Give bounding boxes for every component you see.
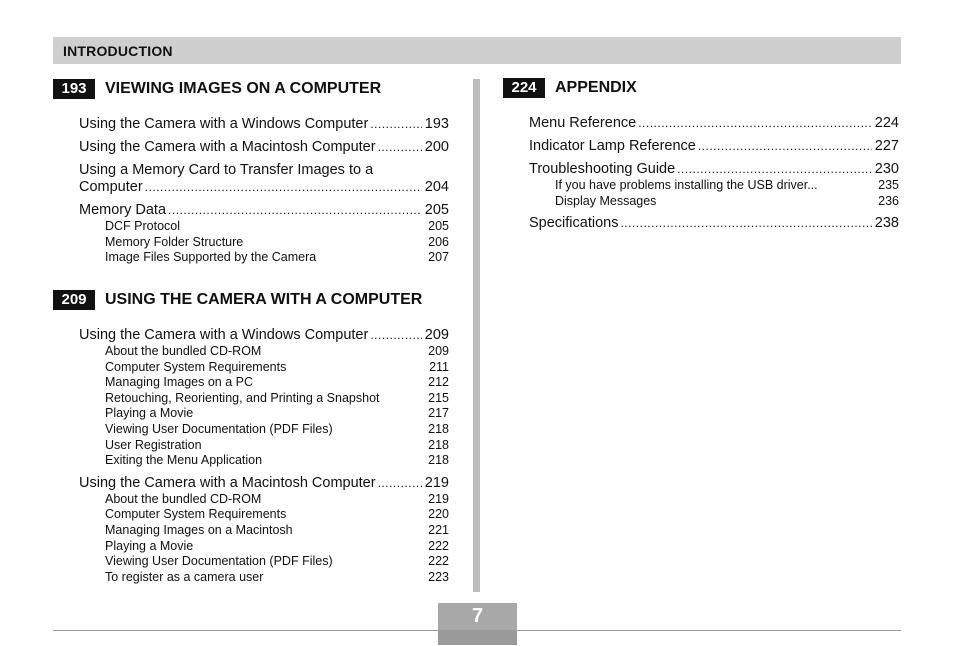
leader-dots bbox=[698, 138, 872, 155]
leader-dots bbox=[370, 327, 421, 344]
toc-subentry[interactable]: Image Files Supported by the Camera 207 bbox=[105, 250, 449, 265]
toc-entry[interactable]: Menu Reference ..... 224 bbox=[529, 115, 899, 132]
toc-subentry[interactable]: Memory Folder Structure 206 bbox=[105, 234, 449, 249]
toc-entry[interactable]: Using the Camera with a Windows Computer ..... 193 bbox=[79, 116, 449, 133]
leader-dots bbox=[145, 179, 422, 196]
toc-entry-line1[interactable]: Using a Memory Card to Transfer Images to a bbox=[79, 162, 374, 178]
leader-dots bbox=[638, 115, 872, 132]
leader-dots bbox=[378, 139, 422, 156]
section-heading-viewing-images bbox=[53, 79, 453, 99]
section-heading-appendix bbox=[503, 78, 803, 98]
leader-dots bbox=[677, 161, 872, 178]
header-title: INTRODUCTION bbox=[63, 43, 173, 59]
toc-subentry[interactable]: About the bundled CD-ROM 209 bbox=[105, 344, 449, 358]
toc-subentry[interactable]: Viewing User Documentation (PDF Files) 222 bbox=[105, 554, 449, 569]
toc-entry[interactable]: Using the Camera with a Macintosh Computer ..... 219 bbox=[79, 475, 449, 492]
leader-dots bbox=[378, 475, 422, 492]
toc-entry[interactable]: Using the Camera with a Macintosh Computer ..... 200 bbox=[79, 139, 449, 156]
page-number-box bbox=[438, 603, 517, 645]
toc-section-viewing-images bbox=[79, 116, 449, 266]
toc-subentry[interactable]: Computer System Requirements 220 bbox=[105, 507, 449, 522]
section-page-badge[interactable]: 224 bbox=[503, 78, 545, 98]
toc-subentry[interactable]: DCF Protocol 205 bbox=[105, 219, 449, 233]
toc-subentry[interactable]: Computer System Requirements 211 bbox=[105, 359, 449, 374]
toc-subentry[interactable]: Managing Images on a Macintosh 221 bbox=[105, 522, 449, 537]
section-title[interactable]: USING THE CAMERA WITH A COMPUTER bbox=[105, 291, 423, 308]
toc-subentry[interactable]: Display Messages 236 bbox=[555, 193, 899, 208]
section-title[interactable]: APPENDIX bbox=[555, 79, 637, 96]
toc-subentry[interactable]: About the bundled CD-ROM 219 bbox=[105, 491, 449, 506]
section-title[interactable]: VIEWING IMAGES ON A COMPUTER bbox=[105, 80, 382, 97]
leader-dots bbox=[370, 116, 421, 133]
toc-section-appendix bbox=[529, 115, 899, 232]
page-number: 7 bbox=[438, 603, 517, 630]
header-bar bbox=[53, 37, 901, 64]
toc-section-using-camera bbox=[79, 327, 449, 585]
leader-dots bbox=[168, 202, 422, 219]
toc-subentry[interactable]: To register as a camera user 223 bbox=[105, 569, 449, 584]
leader-dots bbox=[620, 215, 871, 232]
toc-entry[interactable]: Computer ..... 204 bbox=[79, 179, 449, 196]
toc-entry[interactable]: Indicator Lamp Reference ..... 227 bbox=[529, 138, 899, 155]
toc-subentry[interactable]: Managing Images on a PC 212 bbox=[105, 375, 449, 390]
column-divider bbox=[473, 79, 480, 592]
toc-subentry[interactable]: Retouching, Reorienting, and Printing a Snapshot 215 bbox=[105, 390, 449, 405]
section-heading-using-camera bbox=[53, 290, 463, 310]
toc-entry[interactable]: Memory Data ..... 205 bbox=[79, 202, 449, 219]
toc-subentry[interactable]: If you have problems installing the USB driver... 235 bbox=[555, 178, 899, 192]
toc-subentry[interactable]: Playing a Movie 217 bbox=[105, 406, 449, 421]
toc-entry[interactable]: Troubleshooting Guide ..... 230 bbox=[529, 161, 899, 178]
toc-subentry[interactable]: Viewing User Documentation (PDF Files) 218 bbox=[105, 421, 449, 436]
section-page-badge[interactable]: 193 bbox=[53, 79, 95, 99]
toc-entry[interactable]: Using the Camera with a Windows Computer ..... 209 bbox=[79, 327, 449, 344]
section-page-badge[interactable]: 209 bbox=[53, 290, 95, 310]
toc-entry[interactable]: Specifications ..... 238 bbox=[529, 215, 899, 232]
toc-subentry[interactable]: Exiting the Menu Application 218 bbox=[105, 453, 449, 468]
toc-subentry[interactable]: User Registration 218 bbox=[105, 437, 449, 452]
toc-subentry[interactable]: Playing a Movie 222 bbox=[105, 538, 449, 553]
